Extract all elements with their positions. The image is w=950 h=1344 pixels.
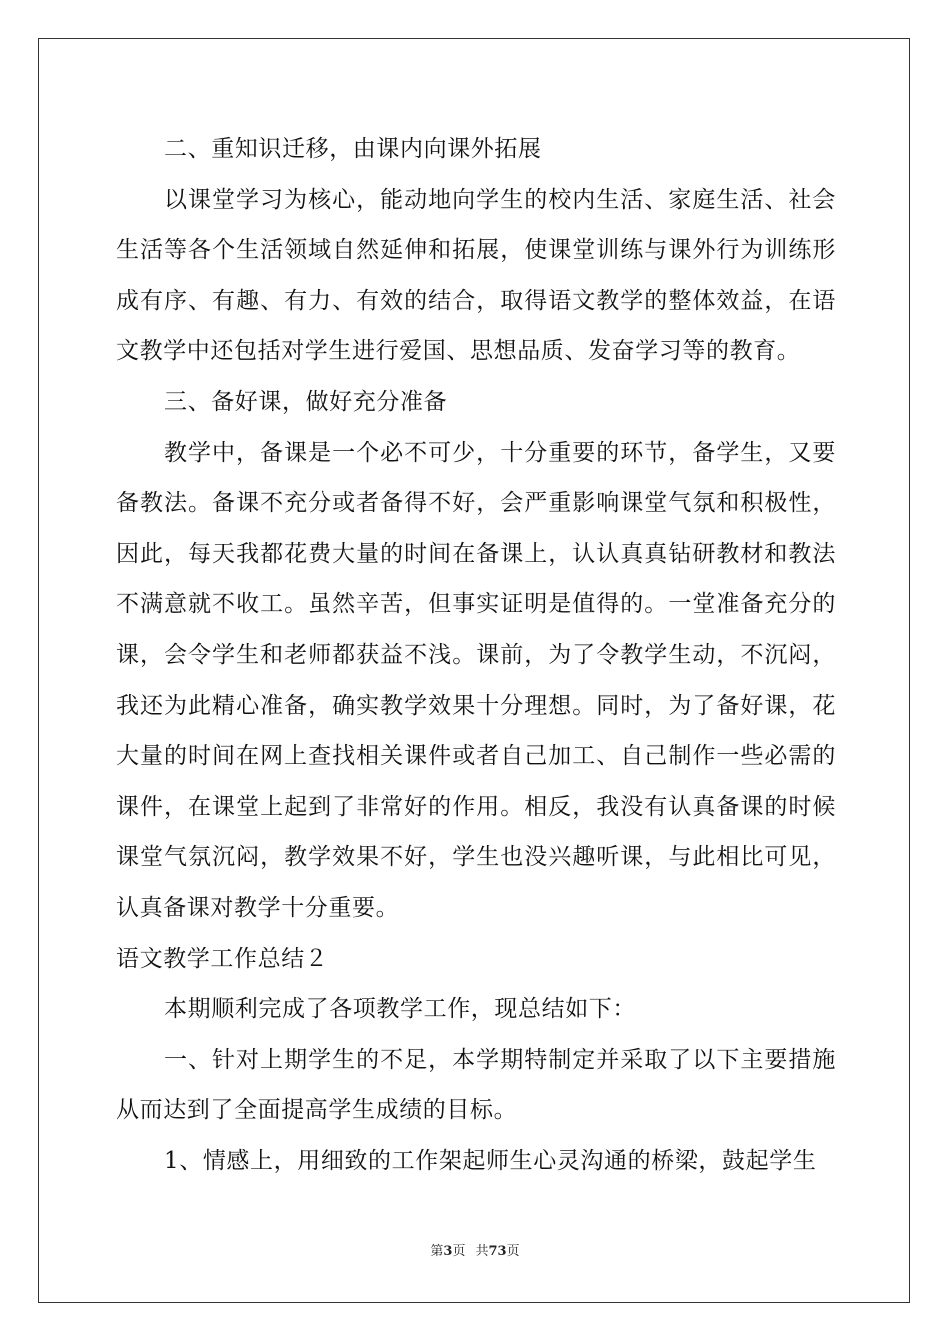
total-pages: 73	[488, 1244, 507, 1259]
total-prefix: 共	[475, 1244, 489, 1259]
page-footer	[0, 1240, 950, 1259]
page-number: 3	[443, 1244, 453, 1259]
page-prefix: 第	[430, 1244, 444, 1259]
document-body	[116, 124, 836, 1186]
paragraph-measures: 一、针对上期学生的不足，本学期特制定并采取了以下主要措施从而达到了全面提高学生成绩的目标。	[116, 1046, 836, 1124]
document-subtitle: 语文教学工作总结２	[116, 945, 329, 972]
section-heading-knowledge-transfer: 二、重知识迁移，由课内向课外拓展	[164, 136, 542, 162]
section-heading-lesson-prep: 三、备好课，做好充分准备	[164, 388, 448, 415]
total-suffix: 页	[506, 1244, 520, 1259]
paragraph-lesson-prep: 教学中，备课是一个必不可少，十分重要的环节，备学生，又要备教法。备课不充分或者备得不好，会严重影响课堂气氛和积极性，因此，每天我都花费大量的时间在备课上，认认真真钻研教材和教法不满意就不收工。虽然辛苦，但事实证明是值得的。一堂准备充分的课，会令学生和老师都获益不浅。课前，为了令教学生动，不沉闷，我还为此精心准备，确实教学效果十分理想。同时，为了备好课，花大量的时间在网上查找相关课件或者自己加工、自己制作一些必需的课件，在课堂上起到了非常好的作用。相反，我没有认真备课的时候课堂气氛沉闷，教学效果不好，学生也没兴趣听课，与此相比可见，认真备课对教学十分重要。	[116, 439, 836, 921]
paragraph-summary-intro: 本期顺利完成了各项教学工作，现总结如下：	[164, 996, 636, 1023]
paragraph-classroom-core: 以课堂学习为核心，能动地向学生的校内生活、家庭生活、社会生活等各个生活领域自然延伸和拓展，使课堂训练与课外行为训练形成有序、有趣、有力、有效的结合，取得语文教学的整体效益，在语文教学中还包括对学生进行爱国、思想品质、发奋学习等的教育。	[116, 186, 836, 365]
paragraph-emotional: 1、情感上，用细致的工作架起师生心灵沟通的桥梁，鼓起学生	[164, 1147, 817, 1174]
page-suffix: 页	[452, 1244, 466, 1259]
